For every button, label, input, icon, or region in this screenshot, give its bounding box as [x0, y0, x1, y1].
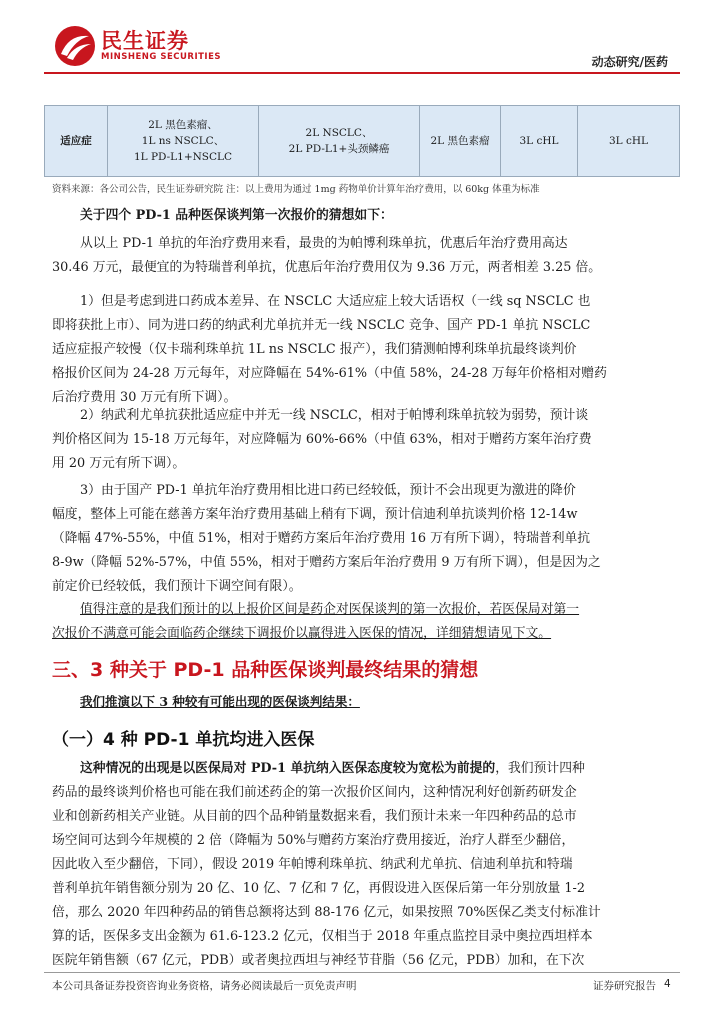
subsection-heading: （一）4 种 PD-1 单抗均进入医保 [52, 730, 315, 750]
section-subheading: 我们推演以下 3 种较有可能出现的医保谈判结果： [80, 694, 360, 709]
table-cell: 3L cHL [501, 106, 578, 177]
minsheng-logo-icon [53, 24, 97, 68]
table-source-note: 资料来源：各公司公告，民生证券研究院 注：以上费用为通过 1mg 药物单价计算年治疗费用，以 60kg 体重为标准 [52, 184, 540, 195]
table-cell: 2L 黑色素瘤、 1L ns NSCLC、 1L PD-L1+NSCLC [108, 106, 259, 177]
paragraph-2: 1）但是考虑到进口药成本差异、在 NSCLC 大适应症上较大话语权（一线 sq NSCLC 也 即将获批上市）、同为进口药的纳武利尤单抗并无一线 NSCLC 竞争、国产 PD-1 单抗 NSCLC 适应症报产较慢（仅卡瑞利珠单抗 1L ns NSCLC 报产），我们猜测帕博利珠单抗最终谈判价 格报价区间为 24-28 万元每年，对应降幅在 54%-61%（中值 58%，24-28 万每年价格相对赠药 后治疗费用 30 万元有所下调）。 [52, 294, 607, 405]
intro-heading: 关于四个 PD-1 品种医保谈判第一次报价的猜想如下： [80, 208, 393, 223]
table-cell: 2L NSCLC、 2L PD-L1+头颈鳞癌 [259, 106, 420, 177]
footer-report-type: 证券研究报告 [593, 980, 656, 992]
report-section-label: 动态研究/医药 [591, 55, 668, 69]
page-number: 4 [664, 978, 671, 990]
section-heading: 三、3 种关于 PD-1 品种医保谈判最终结果的猜想 [52, 659, 479, 681]
indication-table [44, 105, 680, 177]
paragraph-1: 从以上 PD-1 单抗的年治疗费用来看，最贵的为帕博利珠单抗，优惠后年治疗费用高达 30.46 万元，最便宜的为特瑞普利单抗，优惠后年治疗费用仅为 9.36 万元，两者相差 3.25 倍。 [52, 236, 602, 275]
paragraph-3: 2）纳武利尤单抗获批适应症中并无一线 NSCLC，相对于帕博利珠单抗较为弱势，预计谈 判价格区间为 15-18 万元每年，对应降幅为 60%-66%（中值 63%，相对于赠药方案年治疗费 用 20 万元有所下调）。 [52, 408, 592, 471]
table-row-label: 适应症 [45, 106, 108, 177]
lead-bold-text: 这种情况的出现是以医保局对 PD-1 单抗纳入医保态度较为宽松为前提的 [80, 761, 496, 776]
table-cell: 2L 黑色素瘤 [420, 106, 501, 177]
paragraph-4: 3）由于国产 PD-1 单抗年治疗费用相比进口药已经较低，预计不会出现更为激进的降价 幅度，整体上可能在慈善方案年治疗费用基础上稍有下调，预计信迪利单抗谈判价格 12-14w （降幅 47%-55%，中值 51%，相对于赠药方案后年治疗费用 16 万有所下调），特瑞普利单抗 8-9w（降幅 52%-57%，中值 55%，相对于赠药方案后年治疗费用 9 万有所下调），但是因为之 前定价已经较低，我们预计下调空间有限）。 [52, 483, 601, 594]
table-cell: 3L cHL [578, 106, 680, 177]
footer-rule [44, 972, 680, 973]
table-row [45, 106, 680, 177]
company-logo-text: 民生证券 [101, 29, 189, 53]
header-rule [44, 72, 680, 74]
footer-disclaimer: 本公司具备证券投资咨询业务资格，请务必阅读最后一页免责声明 [52, 980, 357, 992]
paragraph-6: 这种情况的出现是以医保局对 PD-1 单抗纳入医保态度较为宽松为前提的，我们预计四种 药品的最终谈判价格也可能在我们前述药企的第一次报价区间内，这种情况利好创新药研发企 业和创新药相关产业链。从目前的四个品种销量数据来看，我们预计未来一年四种药品的总市 场空间可达到今年规模的 2 倍（降幅为 50%与赠药方案治疗费用接近，治疗人群至少翻倍， 因此收入至少翻倍，下同），假设 2019 年帕博利珠单抗、纳武利尤单抗、信迪利单抗和特瑞 普利单抗年销售额分别为 20 亿、10 亿、7 亿和 7 亿，再假设进入医保后第一年分别放量 1-2 倍，那么 2020 年四种药品的销售总额将达到 88-176 亿元，如果按照 70%医保乙类支付标准计 算的话，医保多支出金额为 61.6-123.2 亿元，仅相当于 2018 年重点监控目录中奥拉西坦样本 医院年销售额（67 亿元，PDB）或者奥拉西坦与神经节苷脂（56 亿元，PDB）加和，在下次 [52, 761, 601, 968]
paragraph-5: 值得注意的是我们预计的以上报价区间是药企对医保谈判的第一次报价，若医保局对第一 次报价不满意可能会面临药企继续下调报价以赢得进入医保的情况，详细猜想请见下文。 [52, 602, 580, 641]
company-logo-english: MINSHENG SECURITIES [101, 52, 221, 62]
